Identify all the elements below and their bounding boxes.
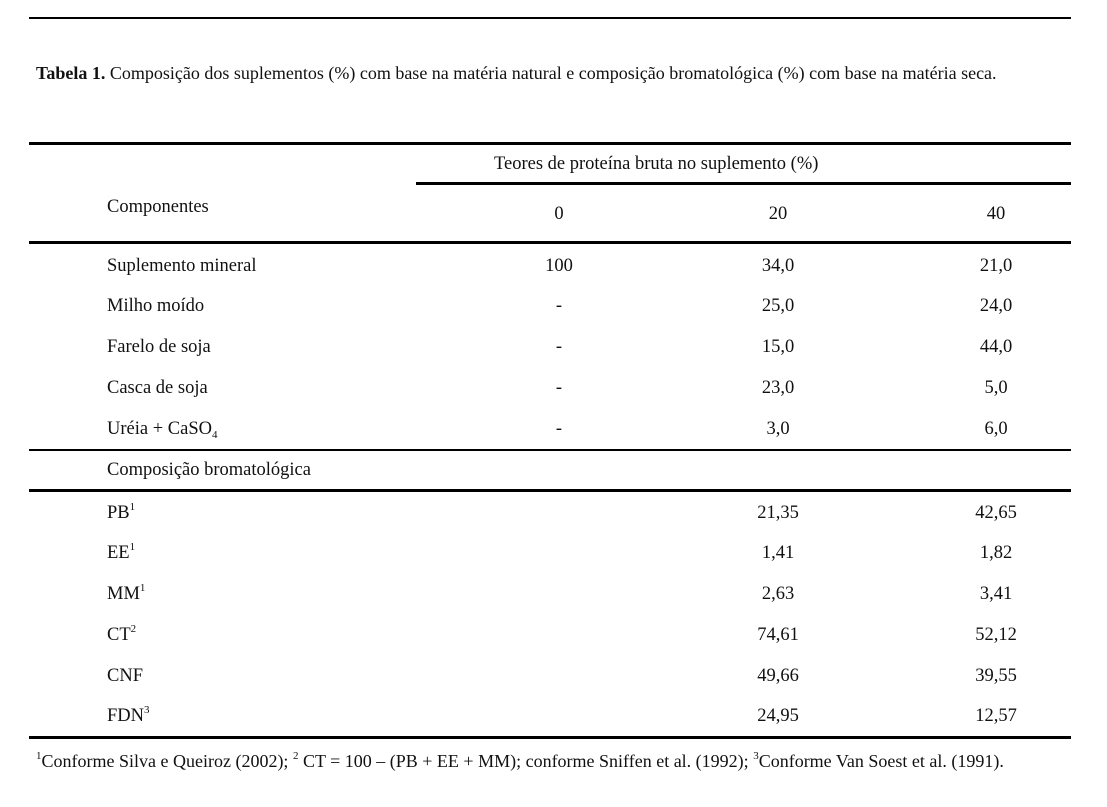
table-cell: 1,41	[761, 543, 795, 563]
row-label	[107, 705, 150, 727]
table-cell: 1,82	[979, 543, 1013, 563]
row-label	[107, 583, 145, 605]
footnote-text: CT = 100 – (PB + EE + MM); conforme Sniffen et al. (1992);	[298, 751, 754, 771]
row-label-text: MM	[107, 584, 140, 604]
table-bottom-rule	[29, 736, 1071, 739]
group-header-rule	[416, 182, 1071, 185]
table-caption	[36, 62, 1064, 85]
column-header: 0	[554, 204, 564, 224]
superscript: 1	[129, 541, 136, 553]
caption-text: Composição dos suplementos (%) com base na matéria natural e composição bromatológica (%) com base na matéria seca.	[105, 63, 997, 83]
row-label	[107, 418, 217, 440]
page-top-rule	[29, 17, 1071, 19]
table-cell: 74,61	[757, 625, 799, 645]
caption-label: Tabela 1.	[36, 63, 106, 83]
column-header: 40	[986, 204, 1006, 224]
superscript: 2	[130, 623, 137, 635]
row-label	[107, 665, 143, 687]
group-header: Teores de proteína bruta no suplemento (%)	[494, 154, 819, 174]
table-cell: 3,0	[766, 419, 790, 439]
table-cell: 39,55	[975, 666, 1017, 686]
table-cell: 49,66	[757, 666, 799, 686]
table-cell: 15,0	[761, 337, 795, 357]
header-bottom-rule	[29, 241, 1071, 244]
table-cell: 44,0	[979, 337, 1013, 357]
row-label-text: FDN	[107, 706, 145, 726]
table-top-rule	[29, 142, 1071, 145]
row-label-text: EE	[107, 543, 130, 563]
footnote-text: Conforme Van Soest et al. (1991).	[758, 751, 1004, 771]
table-cell: 6,0	[984, 419, 1008, 439]
row-label-text: CT	[107, 625, 131, 645]
table-footnote	[36, 749, 1071, 773]
superscript: 1	[129, 501, 136, 513]
table-cell: 24,0	[979, 296, 1013, 316]
subscript: 4	[211, 429, 218, 441]
table-cell: -	[555, 337, 563, 357]
table-cell: -	[555, 296, 563, 316]
row-label-text: PB	[107, 503, 130, 523]
table-cell: 12,57	[975, 706, 1017, 726]
table-cell: 100	[545, 256, 573, 276]
section-label: Composição bromatológica	[107, 460, 311, 480]
row-label	[107, 542, 135, 564]
table-cell: 34,0	[761, 256, 795, 276]
table-cell: 3,41	[979, 584, 1013, 604]
table-cell: -	[555, 378, 563, 398]
column-header: 20	[768, 204, 788, 224]
footnote-text: Conforme Silva e Queiroz (2002);	[41, 751, 293, 771]
table-cell: 21,35	[757, 503, 799, 523]
section-top-rule	[29, 449, 1071, 451]
table-cell: 5,0	[984, 378, 1008, 398]
row-label: Farelo de soja	[107, 337, 211, 357]
table-cell: 52,12	[975, 625, 1017, 645]
footnote-marker: 2	[292, 750, 299, 762]
row-header: Componentes	[107, 197, 209, 217]
footnote-marker: 1	[36, 750, 42, 762]
superscript: 3	[144, 704, 150, 716]
superscript: 1	[139, 582, 146, 594]
row-label: Casca de soja	[107, 378, 208, 398]
table-cell: 25,0	[761, 296, 795, 316]
row-label	[107, 502, 135, 524]
table-cell: 21,0	[979, 256, 1013, 276]
row-label-text: Uréia + CaSO	[107, 419, 212, 439]
row-label: Suplemento mineral	[107, 256, 257, 276]
table-cell: 2,63	[761, 584, 795, 604]
footnote-marker: 3	[753, 750, 759, 762]
table-cell: 23,0	[761, 378, 795, 398]
row-label	[107, 624, 136, 646]
row-label-text: CNF	[107, 666, 143, 686]
table-cell: 42,65	[975, 503, 1017, 523]
section-bottom-rule	[29, 489, 1071, 492]
table-cell: 24,95	[757, 706, 799, 726]
row-label: Milho moído	[107, 296, 205, 316]
table-cell: -	[555, 419, 563, 439]
